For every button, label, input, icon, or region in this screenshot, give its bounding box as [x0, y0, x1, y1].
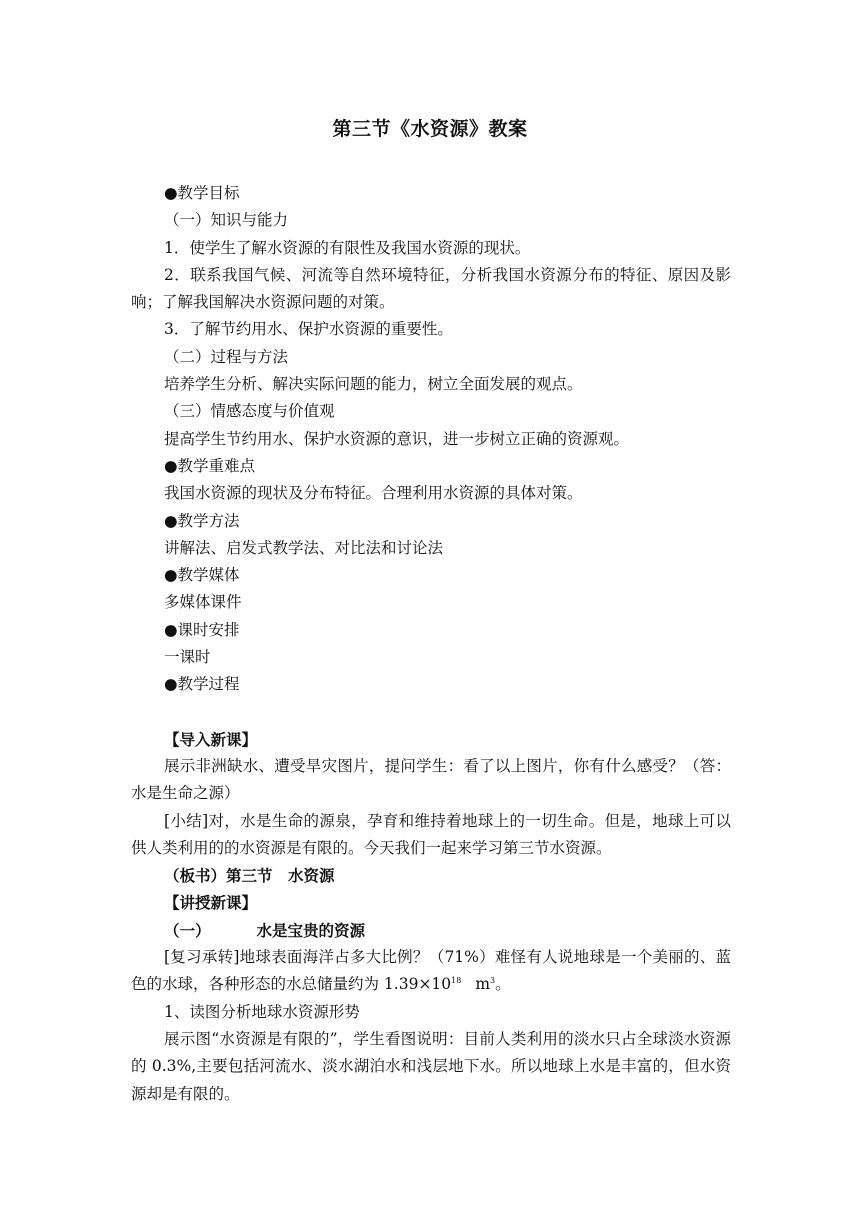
document-body	[131, 180, 731, 1108]
section-one-title: 水是宝贵的资源	[256, 920, 366, 940]
section-heading-methods: ●教学方法	[164, 511, 240, 530]
section-heading-schedule: ●课时安排	[164, 620, 240, 639]
review-end: 。	[495, 975, 511, 994]
schedule-text: 一课时	[164, 648, 211, 667]
section-heading-goals: ●教学目标	[164, 184, 240, 202]
subheading-process: （二）过程与方法	[164, 347, 289, 366]
section-one-heading	[131, 917, 731, 944]
subheading-attitude: （三）情感态度与价值观	[164, 402, 335, 421]
goal-item-2: 2．联系我国气候、河流等自然环境特征，分析我国水资源分布的特征、原因及影响；了解我国解决水资源问题的对策。	[131, 265, 731, 312]
review-paragraph	[131, 944, 731, 999]
goal-item-3: 3．了解节约用水、保护水资源的重要性。	[164, 320, 453, 339]
section-heading-process: ●教学过程	[164, 675, 240, 694]
review-text: [复习承转]地球表面海洋占多大比例？（71%）难怪有人说地球是一个美丽的、蓝色的水球，各种形态的水总储量约为 1.39×10	[131, 948, 731, 994]
section-one-number: （一）	[164, 920, 211, 940]
blank-line	[131, 699, 731, 726]
lecture-heading: 【讲授新课】	[164, 893, 258, 913]
review-unit: m	[475, 975, 491, 994]
board-note: （板书）第三节 水资源	[164, 866, 335, 886]
media-text: 多媒体课件	[164, 593, 242, 612]
document-title: 第三节《水资源》教案	[332, 118, 528, 140]
read-figure-step: 1、读图分析地球水资源形势	[164, 1002, 360, 1021]
methods-text: 讲解法、启发式教学法、对比法和讨论法	[164, 538, 444, 557]
intro-paragraph-1: 展示非洲缺水、遭受旱灾图片，提问学生：看了以上图片，你有什么感受？（答：水是生命之源）	[131, 756, 731, 803]
keypoints-text: 我国水资源的现状及分布特征。合理利用水资源的具体对策。	[164, 484, 583, 503]
section-heading-media: ●教学媒体	[164, 566, 240, 585]
review-unit-exponent: 3	[490, 976, 496, 986]
intro-paragraph-2: [小结]对，水是生命的源泉，孕育和维持着地球上的一切生命。但是，地球上可以供人类利用的的水资源是有限的。今天我们一起来学习第三节水资源。	[131, 811, 731, 857]
intro-heading: 【导入新课】	[164, 729, 258, 749]
review-exponent: 18	[451, 976, 462, 986]
section-heading-keypoints: ●教学重难点	[164, 456, 256, 475]
process-text: 培养学生分析、解决实际问题的能力，树立全面发展的观点。	[164, 375, 583, 394]
subheading-knowledge: （一）知识与能力	[164, 211, 289, 230]
goal-item-1: 1．使学生了解水资源的有限性及我国水资源的现状。	[164, 238, 531, 257]
attitude-text: 提高学生节约用水、保护水资源的意识，进一步树立正确的资源观。	[164, 429, 630, 448]
figure-explanation: 展示图“水资源是有限的”，学生看图说明：目前人类利用的淡水只占全球淡水资源的 0.3%,主要包括河流水、淡水湖泊水和浅层地下水。所以地球上水是丰富的，但水资源却是有限的。	[131, 1029, 731, 1103]
